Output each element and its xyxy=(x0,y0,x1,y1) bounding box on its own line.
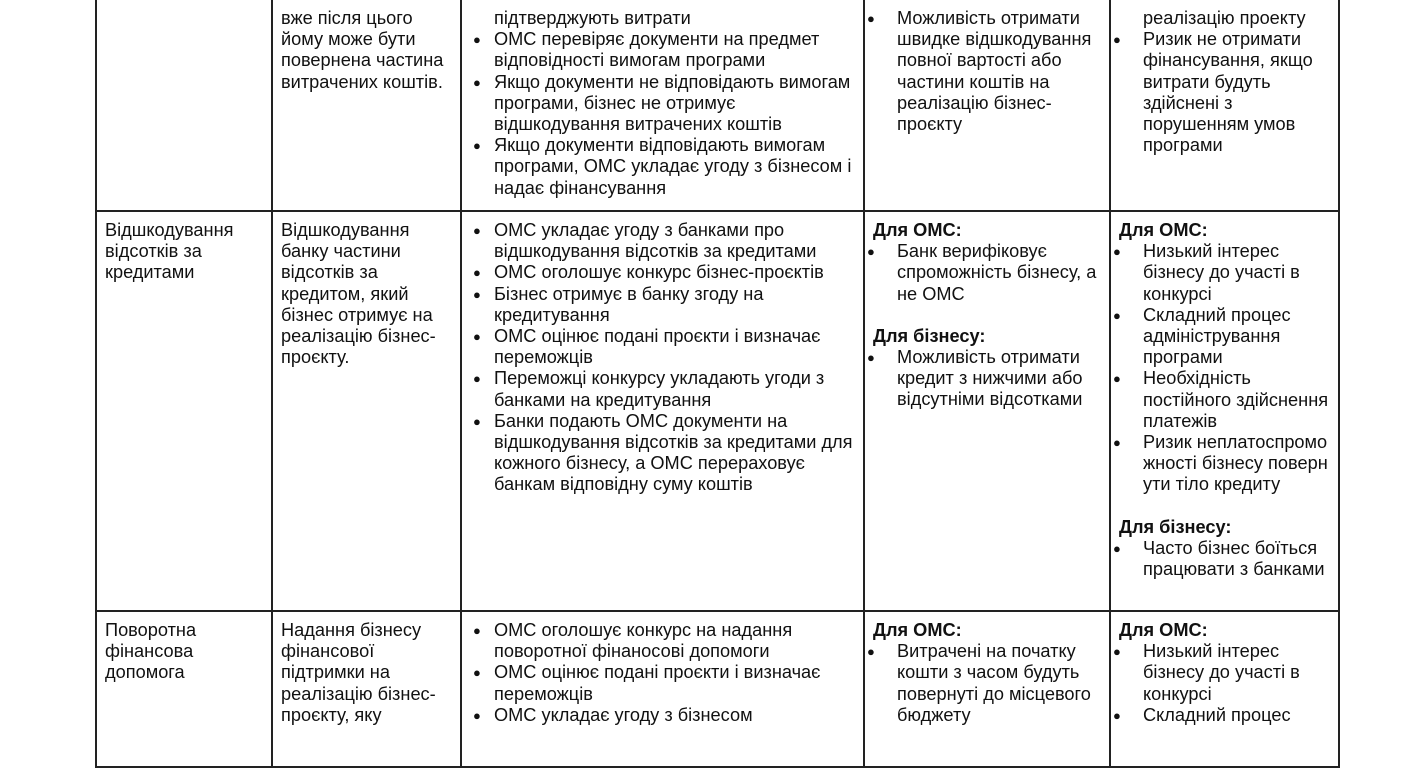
continuation-text: реалізацію проекту xyxy=(1143,8,1306,28)
business-risks-list xyxy=(1119,538,1330,580)
risks-list xyxy=(1119,29,1330,156)
oms-risks-list xyxy=(1119,641,1330,726)
oms-heading: Для ОМС: xyxy=(873,220,962,240)
process-list xyxy=(470,29,855,199)
list-item: ● ОМС оцінює подані проєкти і визначає переможців xyxy=(470,662,855,704)
oms-heading: Для ОМС: xyxy=(1119,220,1208,240)
list-item: ● Можливість отримати кредит з нижчими або відсутніми відсотками xyxy=(873,347,1101,411)
oms-heading: Для ОМС: xyxy=(1119,620,1208,640)
advantages-cell xyxy=(864,0,1110,211)
list-item: ● ОМС перевіряє документи на предмет відповідності вимогам програми xyxy=(470,29,855,71)
advantages-cell xyxy=(864,211,1110,611)
table-row xyxy=(96,0,1339,211)
business-heading: Для бізнесу: xyxy=(1119,516,1232,537)
instrument-name-cell: Поворотна фінансова допомога xyxy=(96,611,272,767)
financing-instruments-table xyxy=(95,0,1340,768)
list-item: ● Низький інтерес бізнесу до участі в конкурсі xyxy=(1119,241,1330,305)
list-item: ● Можливість отримати швидке відшкодування повної вартості або частини коштів на реалізацію бізнес-проєкту xyxy=(873,8,1101,135)
list-item: ● Низький інтерес бізнесу до участі в конкурсі xyxy=(1119,641,1330,705)
oms-advantages-list xyxy=(873,641,1101,726)
list-item: ● Ризик неплатоспроможності бізнесу повернути тіло кредиту xyxy=(1119,432,1330,496)
risks-cell xyxy=(1110,611,1339,767)
list-item: ● ОМС оголошує конкурс бізнес-проєктів xyxy=(470,262,855,283)
instrument-name-cell xyxy=(96,0,272,211)
list-item: ● Якщо документи відповідають вимогам програми, ОМС укладає угоду з бізнесом і надає фінансування xyxy=(470,135,855,199)
process-list xyxy=(470,220,855,496)
advantages-list xyxy=(873,8,1101,135)
advantages-cell xyxy=(864,611,1110,767)
process-cell xyxy=(461,0,864,211)
oms-heading: Для ОМС: xyxy=(873,620,962,640)
list-item: ● Банк верифіковує спроможність бізнесу, а не ОМС xyxy=(873,241,1101,305)
list-item: ● Бізнес отримує в банку згоду на кредитування xyxy=(470,284,855,326)
list-item: ● Якщо документи не відповідають вимогам програми, бізнес не отримує відшкодування витрачених коштів xyxy=(470,72,855,136)
oms-advantages-list xyxy=(873,241,1101,305)
table-row xyxy=(96,211,1339,611)
list-item: ● ОМС оголошує конкурс на надання поворотної фінаносові допомоги xyxy=(470,620,855,662)
description-cell: Відшкодування банку частини відсотків за кредитом, який бізнес отримує на реалізацію бізнес-проєкту. xyxy=(272,211,461,611)
list-item: ● Банки подають ОМС документи на відшкодування відсотків за кредитами для кожного бізнесу, а ОМС перераховує банкам відповідну суму коштів xyxy=(470,411,855,496)
process-cell xyxy=(461,611,864,767)
description-cell: Надання бізнесу фінансової підтримки на реалізацію бізнес-проєкту, яку xyxy=(272,611,461,767)
process-cell xyxy=(461,211,864,611)
continuation-text: підтверджують витрати xyxy=(494,8,691,28)
list-item: ● Ризик не отримати фінансування, якщо витрати будуть здійснені з порушенням умов програми xyxy=(1119,29,1330,156)
list-item: ● ОМС укладає угоду з бізнесом xyxy=(470,705,855,726)
risks-cell xyxy=(1110,211,1339,611)
business-heading: Для бізнесу: xyxy=(873,325,986,346)
description-cell: вже після цього йому може бути повернена частина витрачених коштів. xyxy=(272,0,461,211)
oms-risks-list xyxy=(1119,241,1330,495)
list-item: ● ОМС укладає угоду з банками про відшкодування відсотків за кредитами xyxy=(470,220,855,262)
list-item: ● Складний процес xyxy=(1119,705,1330,726)
process-list xyxy=(470,620,855,726)
list-item: ● Необхідність постійного здійснення платежів xyxy=(1119,368,1330,432)
list-item: ● Часто бізнес боїться працювати з банками xyxy=(1119,538,1330,580)
table-row xyxy=(96,611,1339,767)
list-item: ● ОМС оцінює подані проєкти і визначає переможців xyxy=(470,326,855,368)
risks-cell xyxy=(1110,0,1339,211)
instrument-name-cell: Відшкодування відсотків за кредитами xyxy=(96,211,272,611)
list-item: ● Складний процес адміністрування програми xyxy=(1119,305,1330,369)
business-advantages-list xyxy=(873,347,1101,411)
list-item: ● Переможці конкурсу укладають угоди з банками на кредитування xyxy=(470,368,855,410)
list-item: ● Витрачені на початку кошти з часом будуть повернуті до місцевого бюджету xyxy=(873,641,1101,726)
